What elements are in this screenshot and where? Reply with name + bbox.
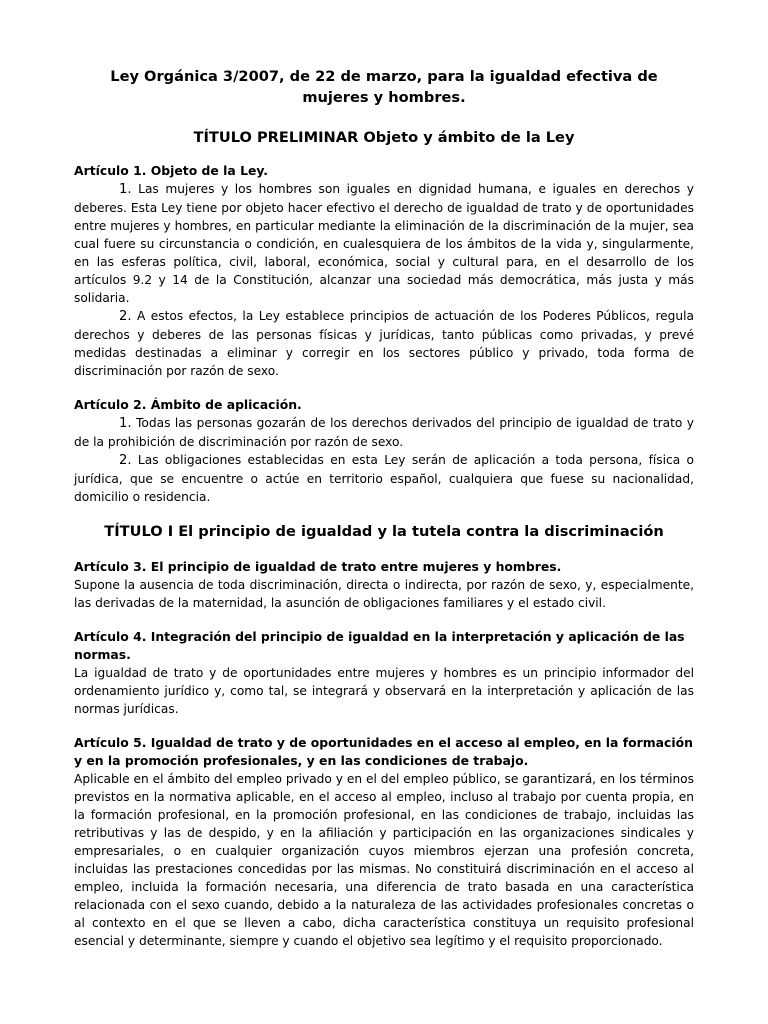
paragraph-text: Las obligaciones establecidas en esta Ley serán de aplicación a toda persona, física o jurídica, que se encuentre o actúe en territorio español, cualquiera que fuese su nacionalidad, domicilio o residencia. <box>74 453 694 504</box>
article-4 <box>74 628 694 718</box>
article-2-paragraph-1 <box>74 414 694 451</box>
article-3-heading: Artículo 3. El principio de igualdad de trato entre mujeres y hombres. <box>74 559 562 574</box>
article-5-paragraph: Aplicable en el ámbito del empleo privado y en el del empleo público, se garantizará, en los términos previstos en la normativa aplicable, en el acceso al empleo, incluso al trabajo por cuenta propia, en la formación profesional, en la promoción profesional, en las condiciones de trabajo, incluidas las retributivas y las de despido, y en la afiliación y participación en las organizaciones sindicales y empresariales, o en cualquier organización cuyos miembros ejerzan una profesión concreta, incluidas las prestaciones concedidas por las mismas. No constituirá discriminación en el acceso al empleo, incluida la formación necesaria, una diferencia de trato basada en una característica relacionada con el sexo cuando, debido a la naturaleza de las actividades profesionales concretas o al contexto en el que se lleven a cabo, dicha característica constituya un requisito profesional esencial y determinante, siempre y cuando el objetivo sea legítimo y el requisito proporcionado. <box>74 772 694 948</box>
paragraph-number: 1. <box>119 416 132 431</box>
article-3-paragraph: Supone la ausencia de toda discriminación, directa o indirecta, por razón de sexo, y, especialmente, las derivadas de la maternidad, la asunción de obligaciones familiares y el estado civil. <box>74 578 694 610</box>
article-2 <box>74 396 694 506</box>
paragraph-text: Las mujeres y los hombres son iguales en dignidad humana, e iguales en derechos y deberes. Esta Ley tiene por objeto hacer efectivo el derecho de igualdad de trato y de oportunidades entre mujeres y hombres, en particular mediante la eliminación de la discriminación de la mujer, sea cual fuere su circunstancia o condición, en cualesquiera de los ámbitos de la vida y, singularmente, en las esferas política, civil, laboral, económica, social y cultural para, en el desarrollo de los artículos 9.2 y 14 de la Constitución, alcanzar una sociedad más democrática, más justa y más solidaria. <box>74 182 694 305</box>
article-1-paragraph-2 <box>74 307 694 380</box>
titulo-i-heading: TÍTULO I El principio de igualdad y la tutela contra la discriminación <box>104 523 664 540</box>
article-4-heading: Artículo 4. Integración del principio de igualdad en la interpretación y aplicación de las normas. <box>74 629 685 662</box>
paragraph-text: A estos efectos, la Ley establece principios de actuación de los Poderes Públicos, regula derechos y deberes de las personas físicas y jurídicas, tanto públicas como privadas, y prevé medidas destinadas a eliminar y corregir en los sectores público y privado, toda forma de discriminación por razón de sexo. <box>74 309 694 378</box>
article-1-paragraph-1 <box>74 180 694 307</box>
document-title: Ley Orgánica 3/2007, de 22 de marzo, para la igualdad efectiva de mujeres y hombres. <box>110 68 658 106</box>
paragraph-number: 2. <box>119 309 132 324</box>
article-2-heading: Artículo 2. Ámbito de aplicación. <box>74 397 302 412</box>
article-1 <box>74 162 694 380</box>
paragraph-number: 2. <box>119 453 132 468</box>
article-3 <box>74 558 694 612</box>
article-1-heading: Artículo 1. Objeto de la Ley. <box>74 163 269 178</box>
article-2-paragraph-2 <box>74 451 694 506</box>
paragraph-text: Todas las personas gozarán de los derechos derivados del principio de igualdad de trato y de la prohibición de discriminación por razón de sexo. <box>74 416 694 449</box>
paragraph-number: 1. <box>119 182 132 197</box>
titulo-preliminar-heading: TÍTULO PRELIMINAR Objeto y ámbito de la Ley <box>193 129 575 146</box>
article-5-heading: Artículo 5. Igualdad de trato y de oportunidades en el acceso al empleo, en la formación y en la promoción profesionales, y en las condiciones de trabajo. <box>74 735 693 768</box>
article-5 <box>74 734 694 950</box>
article-4-paragraph: La igualdad de trato y de oportunidades entre mujeres y hombres es un principio informador del ordenamiento jurídico y, como tal, se integrará y observará en la interpretación y aplicación de las normas jurídicas. <box>74 666 694 716</box>
